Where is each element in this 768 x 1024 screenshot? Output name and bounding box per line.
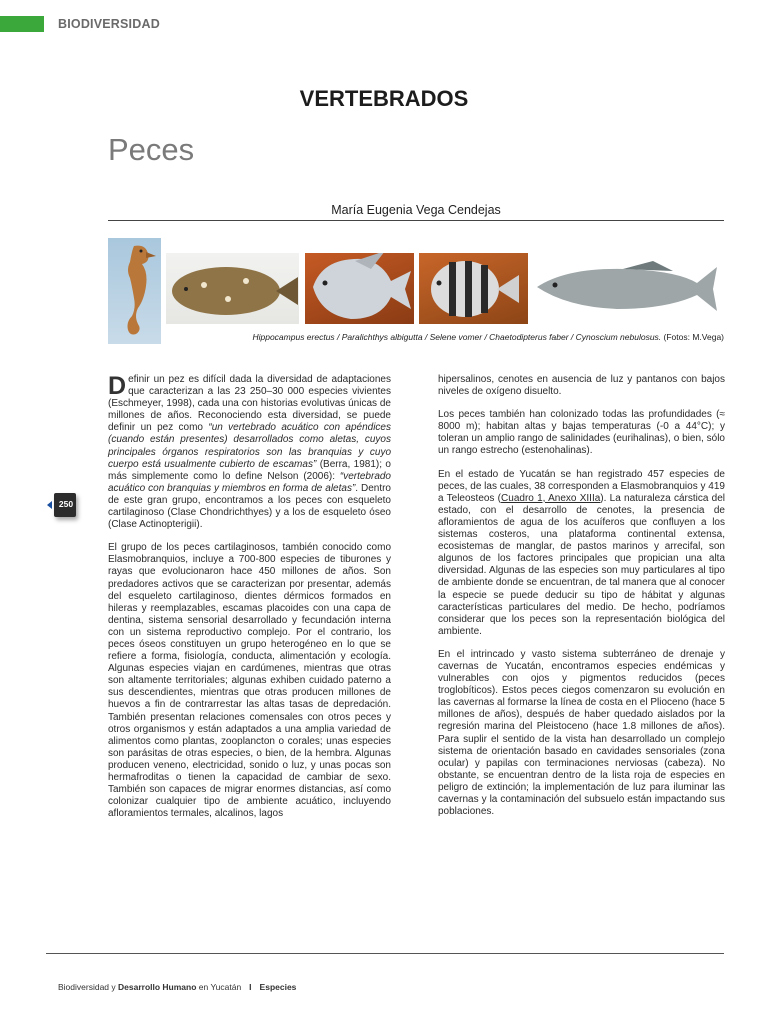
footer-text: Biodiversidad	[58, 982, 110, 992]
caption-species: Hippocampus erectus / Paralichthys albigutta / Selene vomer / Chaetodipterus faber / Cynoscium nebulosus.	[252, 332, 662, 342]
article-author: María Eugenia Vega Cendejas	[331, 203, 501, 217]
section-color-bar	[0, 16, 44, 32]
paragraph	[438, 469, 725, 638]
article-category: VERTEBRADOS	[299, 86, 469, 111]
footer	[58, 982, 296, 992]
paragraph	[108, 374, 391, 531]
paragraph: Los peces también han colonizado todas las profundidades (≈ 8000 m); habitan altas y bajas temperaturas (-0 a 44°C); y toleran un amplio rango de salinidades (eurihalinas), o bien, sólo un rango estrecho (estenohalinas).	[438, 409, 725, 457]
figure-caption	[108, 332, 724, 342]
section-label: BIODIVERSIDAD	[58, 17, 160, 31]
drop-cap: D	[108, 372, 127, 400]
caption-credit: (Fotos: M.Vega)	[663, 332, 724, 342]
paragraph: En el intrincado y vasto sistema subterráneo de drenaje y cavernas de Yucatán, encontramos especies endémicas y vulnerables con ojos y pigmentos reducidos (peces troglobíticos). Estos peces ciegos comenzaron su evolución en las cavernas al formarse la línea de costa en el Plioceno (hace 5 millones de años), después de haber quedado aislados por la regresión marina del Pleistoceno (hace 1.8 millones de años). Para suplir el sentido de la vista han desarrollado un complejo sistema de orientación basado en cavidades sensoriales (zona ocular) y papilas con terminaciones nerviosas (cabeza). No obstante, se encuentran dentro de la lista roja de especies en peligro de extinción; la implementación de luz para iluminar las cavernas y la contaminación del subsuelo están impactando sus poblaciones.	[438, 648, 725, 818]
author-divider	[108, 220, 724, 221]
photo-seatrout	[533, 253, 721, 324]
paragraph-text: ). La naturaleza cárstica del estado, con el desarrollo de cenotes, la presencia de afloramientos de agua de los acuíferos que confluyen a los sistemas costeros, una plataforma continental extensa, ecosistemas de manglar, de pastos marinos y arrecifal, son algunos de los factores principales que propician una alta diversidad. Algunas de las especies son muy particulares al tipo de ambiente donde se encuentran, de tal manera que al conocer la especie se puede deducir su tipo de hábitat y algunas características particulares del medio. De hecho, podríamos considerar que los peces son la representación biológica del ambiente.	[438, 492, 726, 637]
photo-flounder	[166, 253, 299, 324]
photo-seahorse	[108, 238, 161, 344]
body-column-right	[438, 374, 725, 829]
paragraph: hipersalinos, cenotes en ausencia de luz y pantanos con bajos niveles de oxígeno disuelto.	[438, 374, 725, 398]
photo-spadefish	[419, 253, 528, 324]
article-title: Peces	[108, 132, 195, 167]
quote-text: “un vertebrado acuático con apéndices (cuando están presentes) desarrollados como aletas, cuyos principales órganos respiratorios son las branquias y cuyo cuerpo está usualmente cubierto de escamas”	[108, 422, 391, 470]
body-column-left	[108, 374, 391, 831]
photo-lookdown-fish	[305, 253, 414, 324]
page-arrow-icon	[47, 501, 52, 509]
annex-link[interactable]: Cuadro 1, Anexo XIIIa	[501, 492, 601, 504]
footer-separator: I	[249, 982, 252, 992]
footer-divider	[46, 953, 724, 954]
paragraph-text: (Berra, 1981); o más simplemente como lo define Nelson (2006):	[108, 458, 391, 482]
footer-text: y	[109, 982, 119, 992]
page-number: 250	[58, 499, 74, 509]
paragraph-text: efinir un pez es difícil dada la diversidad de adaptaciones que caracterizan a las 23 250–30 000 especies vivientes (Eschmeyer, 1998), cada una con historias evolutivas únicas de millones de años. Reconociendo esta diversidad, se puede definir un pez como	[108, 374, 391, 434]
paragraph: El grupo de los peces cartilaginosos, también conocido como Elasmobranquios, incluye a 700-800 especies de tiburones y rayas que evolucionaron hace 450 millones de años. Son predadores activos que se caracterizan por presentar, además del esqueleto cartilaginoso, dientes dérmicos formados en hileras y reemplazables, escamas placoides con una capa de dentina, sistema sensorial desarrollado y fecundación interna con un sistema reproductivo complejo. Por el contrario, los peces óseos constituyen un grupo heterogéneo en lo que se refiere a forma, fisiología, conducta, alimentación y ecología. Algunas especies viajan en cardúmenes, mientras que otras son altamente territoriales; algunas exhiben cuidado paterno a sus descendientes, mientras que otras producen millones de huevos a fin de contrarrestar las altas tasas de depredación. También presentan relaciones comensales con otros peces y otros organismos y están adaptados a una amplia variedad de alimentos como plantas, zooplancton o corales; unas especies son parásitas de otras especies, o bien, de la hembra. Algunas producen veneno, electricidad, sonido o luz, y unas pocas son hermafroditas o tienen la capacidad de cambiar de sexo. También son capaces de migrar enormes distancias, así como colonizar cualquier tipo de ambiente acuático, incluyendo afloramientos termales, alcalinos, lagos	[108, 542, 391, 820]
footer-text: Desarrollo Humano	[118, 982, 197, 992]
footer-section: Especies	[259, 982, 297, 992]
paragraph-text: En el estado de Yucatán se han registrado 457 especies de peces, de las cuales, 38 corresponden a Elasmobranquios y 419 a Teleosteos (	[438, 468, 725, 504]
paragraph-text: . Dentro de este gran grupo, encontramos a los peces con esqueleto cartilaginoso (Clase Chondrichthyes) y a los de esqueleto óseo (Clase Actinopterigii).	[108, 482, 391, 531]
footer-text: en Yucatán	[196, 982, 242, 992]
quote-text: “vertebrado acuático con branquias y miembros en forma de aletas”	[108, 470, 391, 494]
